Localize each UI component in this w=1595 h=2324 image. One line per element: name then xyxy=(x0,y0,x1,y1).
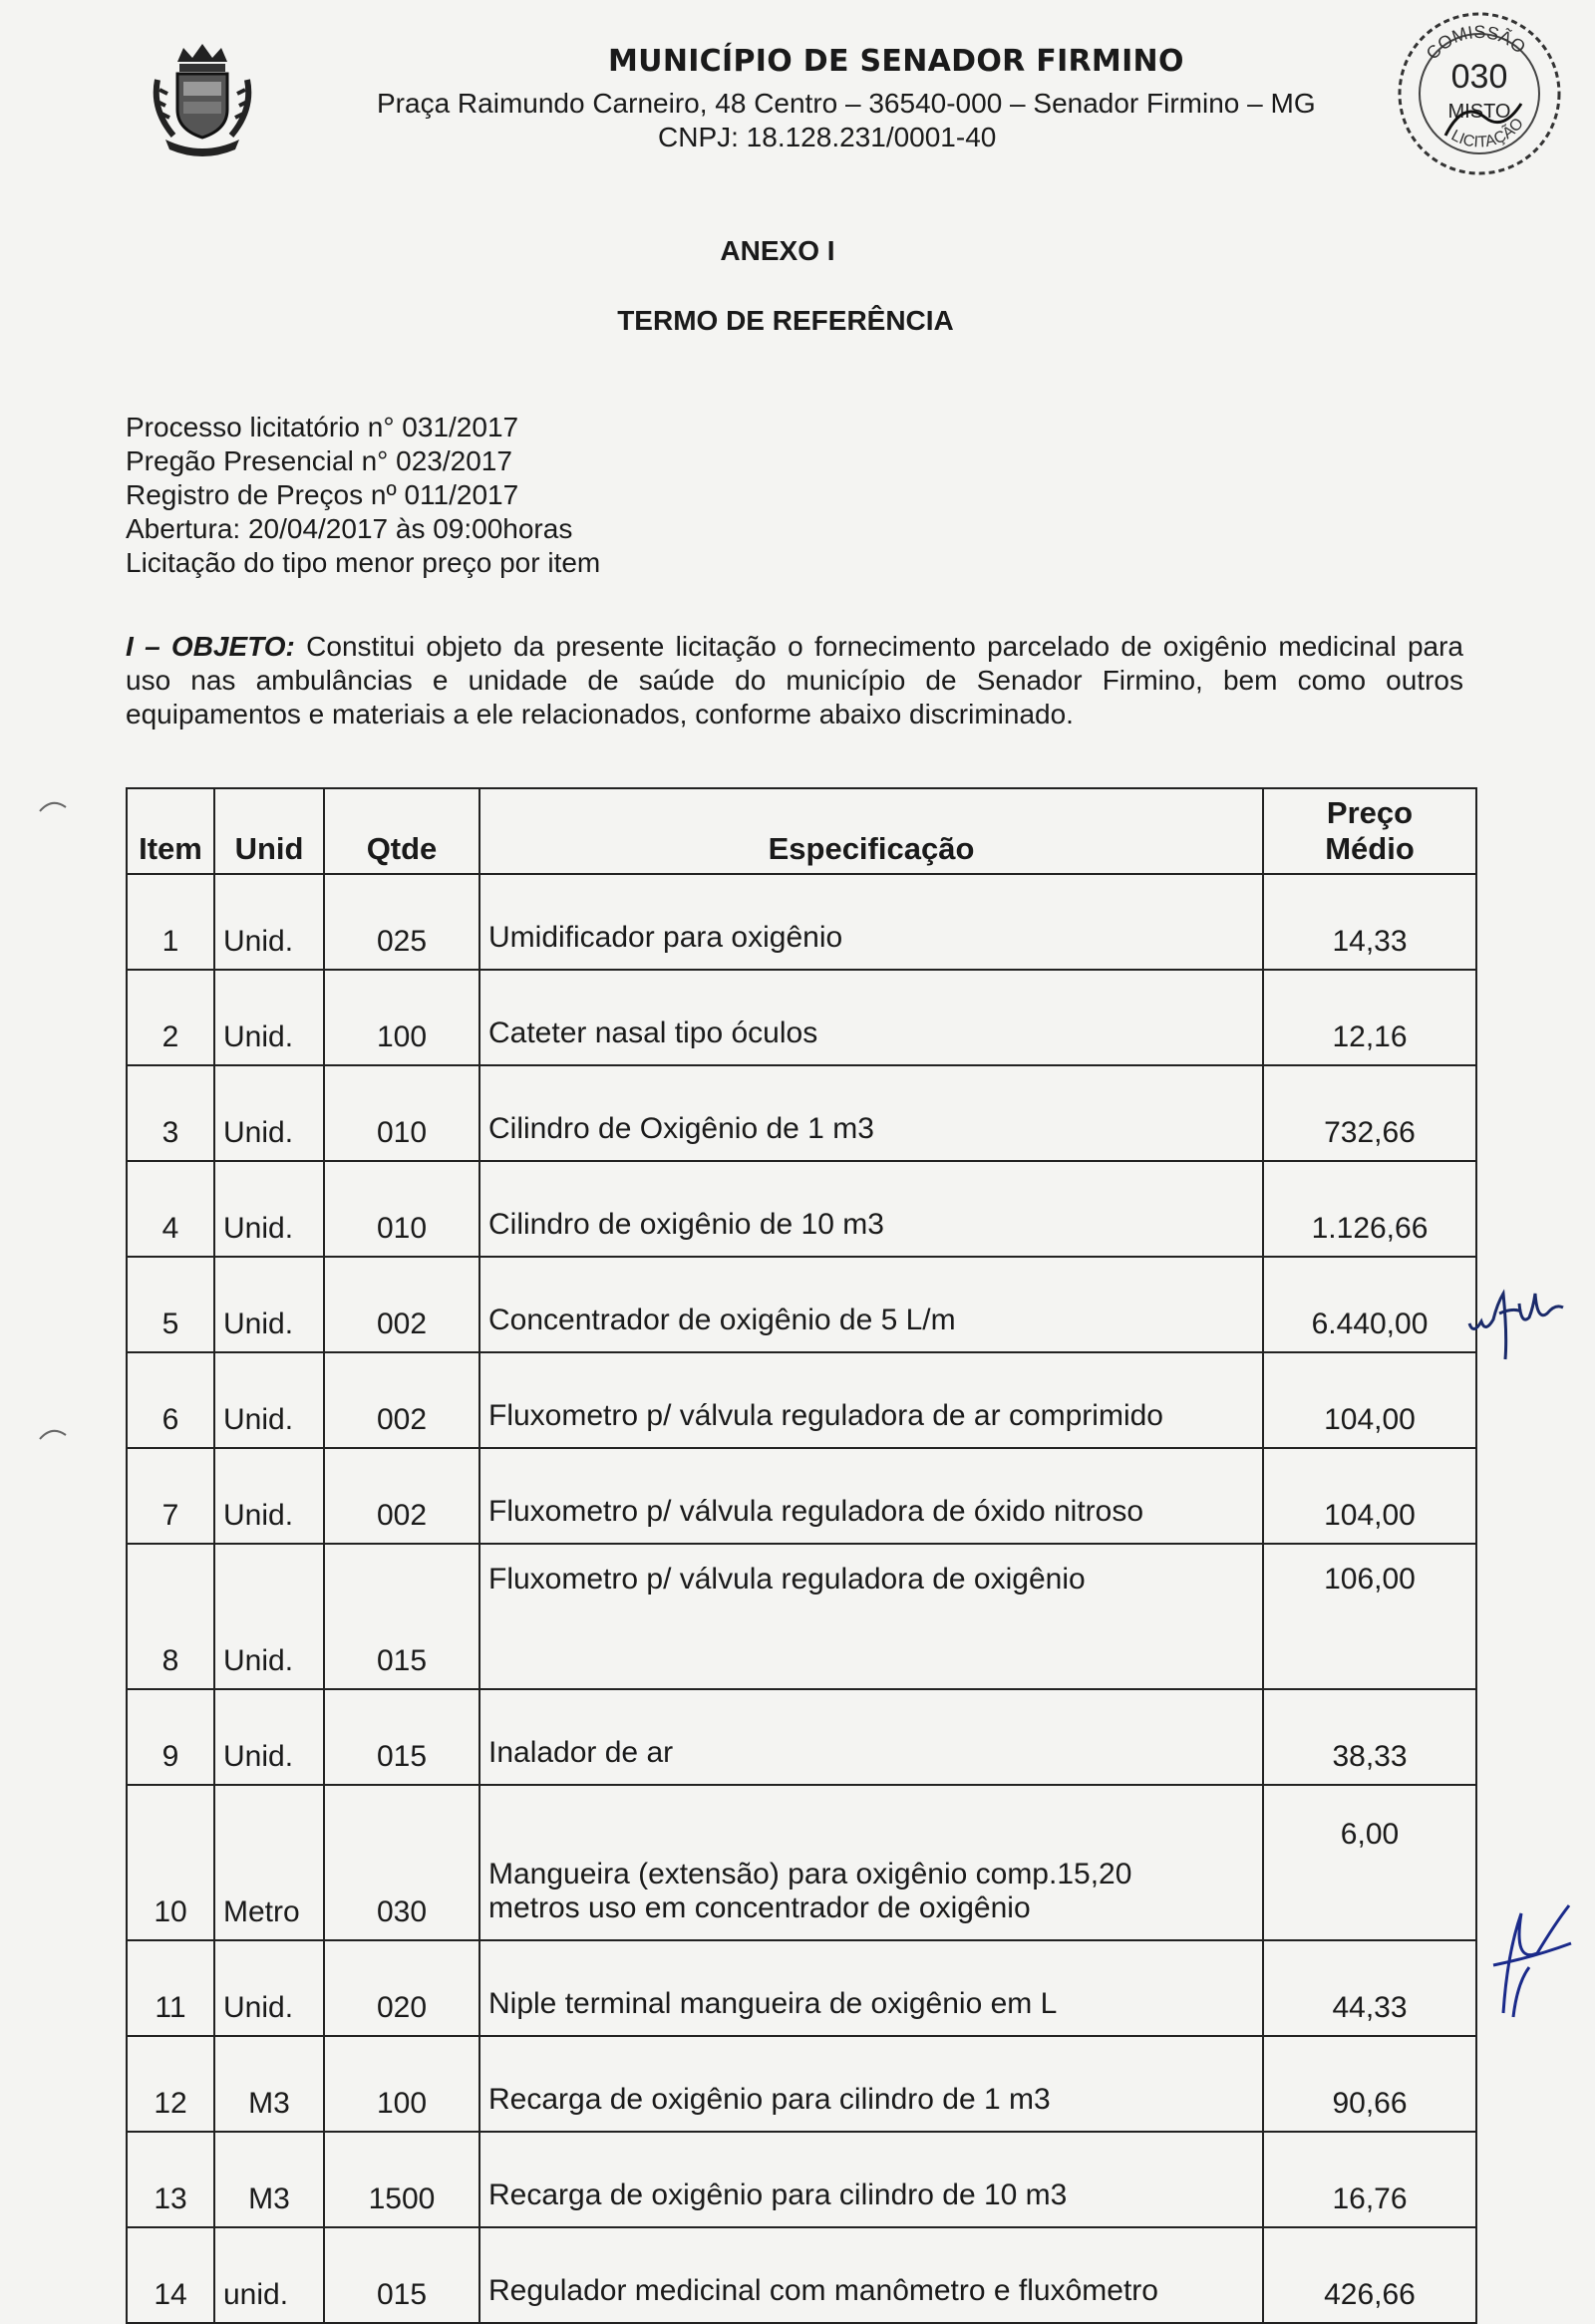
cell-price: 12,16 xyxy=(1263,970,1476,1065)
cell-qtde: 002 xyxy=(324,1448,479,1544)
cell-price: 426,66 xyxy=(1263,2227,1476,2323)
document-title: TERMO DE REFERÊNCIA xyxy=(617,305,954,336)
cell-price: 732,66 xyxy=(1263,1065,1476,1161)
cell-item: 9 xyxy=(127,1689,214,1785)
cell-price: 38,33 xyxy=(1263,1689,1476,1785)
municipality-cnpj: CNPJ: 18.128.231/0001-40 xyxy=(658,122,997,152)
cell-qtde: 020 xyxy=(324,1940,479,2036)
cell-unid: Metro xyxy=(214,1785,324,1940)
municipality-name: MUNICÍPIO DE SENADOR FIRMINO xyxy=(608,44,1184,79)
cell-unid: unid. xyxy=(214,2227,324,2323)
cell-qtde: 100 xyxy=(324,2036,479,2132)
table-row xyxy=(127,1544,1476,1689)
table-row xyxy=(127,1065,1476,1161)
cell-spec: Fluxometro p/ válvula reguladora de óxido nitroso xyxy=(479,1448,1263,1544)
cell-item: 6 xyxy=(127,1352,214,1448)
cell-spec: Fluxometro p/ válvula reguladora de oxigênio xyxy=(479,1544,1263,1689)
table-row xyxy=(127,2227,1476,2323)
cell-qtde: 030 xyxy=(324,1785,479,1940)
cell-unid: Unid. xyxy=(214,1940,324,2036)
cell-item: 11 xyxy=(127,1940,214,2036)
cell-spec: Inalador de ar xyxy=(479,1689,1263,1785)
cell-item: 7 xyxy=(127,1448,214,1544)
table-row xyxy=(127,874,1476,970)
margin-mark xyxy=(38,1425,68,1441)
cell-spec: Niple terminal mangueira de oxigênio em L xyxy=(479,1940,1263,2036)
cell-item: 8 xyxy=(127,1544,214,1689)
cell-item: 5 xyxy=(127,1257,214,1352)
cell-spec-line: metros uso em concentrador de oxigênio xyxy=(488,1891,1031,1924)
cell-qtde: 1500 xyxy=(324,2132,479,2227)
cell-price: 104,00 xyxy=(1263,1448,1476,1544)
cell-item: 2 xyxy=(127,970,214,1065)
cell-unid: Unid. xyxy=(214,1448,324,1544)
cell-price: 14,33 xyxy=(1263,874,1476,970)
table-row xyxy=(127,970,1476,1065)
cell-qtde: 025 xyxy=(324,874,479,970)
cell-qtde: 015 xyxy=(324,2227,479,2323)
process-info xyxy=(126,411,600,580)
cell-spec: Cateter nasal tipo óculos xyxy=(479,970,1263,1065)
cell-price: 90,66 xyxy=(1263,2036,1476,2132)
object-text: Constitui objeto da presente licitação o fornecimento parcelado de oxigênio medicinal para uso nas ambulâncias e unidade de saúde do município de Senador Firmino, bem como outros equipamentos e materiais a ele relacionados, conforme abaixo discriminado. xyxy=(126,631,1463,729)
svg-text:COMISSÃO: COMISSÃO xyxy=(1422,21,1530,64)
cell-unid: M3 xyxy=(214,2036,324,2132)
table-row xyxy=(127,2036,1476,2132)
cell-spec: Recarga de oxigênio para cilindro de 10 m3 xyxy=(479,2132,1263,2227)
header-price xyxy=(1263,788,1476,874)
cell-unid: Unid. xyxy=(214,1257,324,1352)
cell-spec: Cilindro de Oxigênio de 1 m3 xyxy=(479,1065,1263,1161)
cell-spec xyxy=(479,1785,1263,1940)
cell-item: 12 xyxy=(127,2036,214,2132)
header-spec: Especificação xyxy=(479,788,1263,874)
process-line: Processo licitatório n° 031/2017 xyxy=(126,412,519,442)
cell-unid: Unid. xyxy=(214,1161,324,1257)
handwritten-initials xyxy=(1473,1893,1573,2023)
svg-text:MISTO: MISTO xyxy=(1447,101,1511,123)
cell-spec-line: Mangueira (extensão) para oxigênio comp.15,20 xyxy=(488,1858,1132,1890)
margin-mark xyxy=(38,797,68,813)
header-unid: Unid xyxy=(214,788,324,874)
cell-price: 6,00 xyxy=(1263,1785,1476,1940)
table-row xyxy=(127,1785,1476,1940)
process-line: Registro de Preços nº 011/2017 xyxy=(126,479,519,510)
header-qtde: Qtde xyxy=(324,788,479,874)
svg-text:LICITAÇÃO: LICITAÇÃO xyxy=(1447,115,1527,151)
cell-item: 4 xyxy=(127,1161,214,1257)
cell-price: 104,00 xyxy=(1263,1352,1476,1448)
handwritten-signature xyxy=(1463,1264,1567,1363)
annex-label: ANEXO I xyxy=(720,235,835,266)
cell-spec: Fluxometro p/ válvula reguladora de ar comprimido xyxy=(479,1352,1263,1448)
cell-qtde: 015 xyxy=(324,1689,479,1785)
cell-unid: Unid. xyxy=(214,874,324,970)
cell-qtde: 010 xyxy=(324,1161,479,1257)
table-row xyxy=(127,1940,1476,2036)
cell-unid: Unid. xyxy=(214,970,324,1065)
cell-price: 106,00 xyxy=(1263,1544,1476,1689)
header-price-line1: Preço xyxy=(1326,795,1414,830)
cell-spec: Regulador medicinal com manômetro e fluxômetro xyxy=(479,2227,1263,2323)
cell-item: 14 xyxy=(127,2227,214,2323)
commission-stamp xyxy=(1394,8,1565,179)
table-row xyxy=(127,1689,1476,1785)
header-price-line2: Médio xyxy=(1325,831,1415,866)
cell-qtde: 002 xyxy=(324,1352,479,1448)
cell-qtde: 015 xyxy=(324,1544,479,1689)
cell-item: 3 xyxy=(127,1065,214,1161)
header-item: Item xyxy=(127,788,214,874)
table-row xyxy=(127,1352,1476,1448)
cell-price: 44,33 xyxy=(1263,1940,1476,2036)
coat-of-arms-icon xyxy=(148,40,257,157)
process-line: Abertura: 20/04/2017 às 09:00horas xyxy=(126,513,573,544)
cell-qtde: 100 xyxy=(324,970,479,1065)
items-table xyxy=(126,787,1477,2324)
cell-qtde: 010 xyxy=(324,1065,479,1161)
cell-unid: Unid. xyxy=(214,1544,324,1689)
cell-spec: Umidificador para oxigênio xyxy=(479,874,1263,970)
cell-unid: Unid. xyxy=(214,1065,324,1161)
cell-unid: Unid. xyxy=(214,1352,324,1448)
table-row xyxy=(127,1161,1476,1257)
object-paragraph xyxy=(126,630,1463,731)
process-line: Pregão Presencial n° 023/2017 xyxy=(126,445,512,476)
cell-spec: Cilindro de oxigênio de 10 m3 xyxy=(479,1161,1263,1257)
cell-item: 1 xyxy=(127,874,214,970)
municipality-address: Praça Raimundo Carneiro, 48 Centro – 36540-000 – Senador Firmino – MG xyxy=(377,88,1316,119)
object-lead: I – OBJETO: xyxy=(126,631,295,662)
process-line: Licitação do tipo menor preço por item xyxy=(126,547,601,578)
cell-spec: Concentrador de oxigênio de 5 L/m xyxy=(479,1257,1263,1352)
cell-item: 13 xyxy=(127,2132,214,2227)
table-row xyxy=(127,1448,1476,1544)
cell-price: 6.440,00 xyxy=(1263,1257,1476,1352)
cell-spec: Recarga de oxigênio para cilindro de 1 m3 xyxy=(479,2036,1263,2132)
cell-price: 16,76 xyxy=(1263,2132,1476,2227)
table-row xyxy=(127,2132,1476,2227)
cell-qtde: 002 xyxy=(324,1257,479,1352)
svg-text:030: 030 xyxy=(1450,58,1508,96)
cell-price: 1.126,66 xyxy=(1263,1161,1476,1257)
cell-unid: M3 xyxy=(214,2132,324,2227)
table-row xyxy=(127,1257,1476,1352)
cell-unid: Unid. xyxy=(214,1689,324,1785)
cell-item: 10 xyxy=(127,1785,214,1940)
table-header-row xyxy=(127,788,1476,874)
